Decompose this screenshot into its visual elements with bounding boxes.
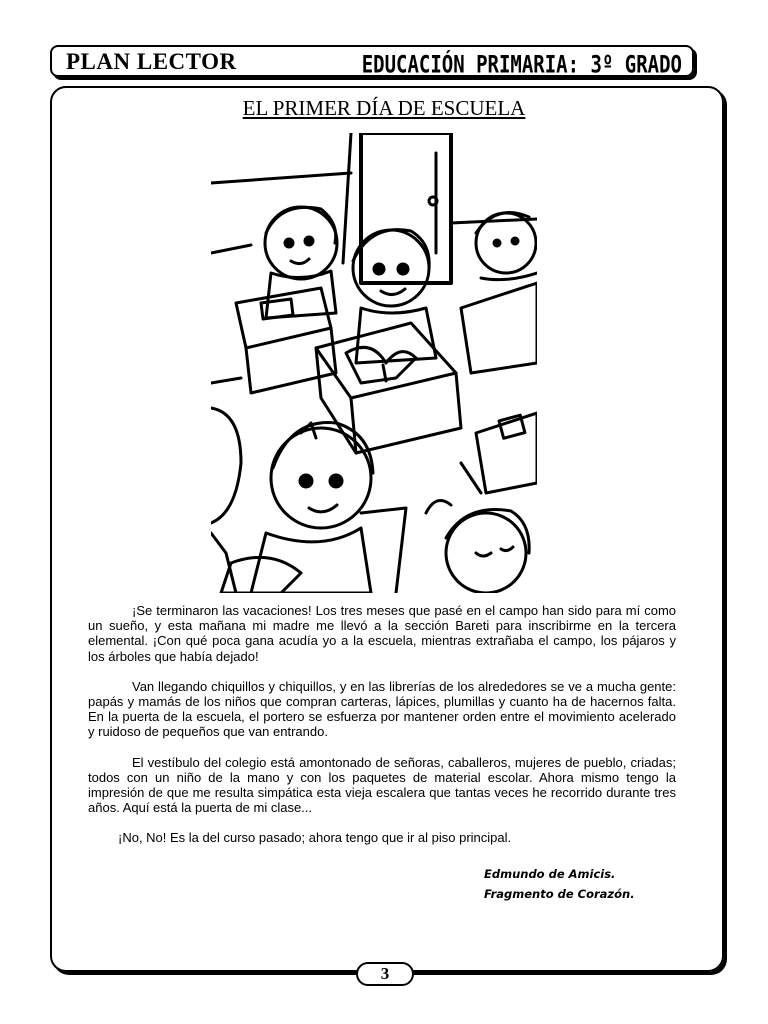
story-paragraph: El vestíbulo del colegio está amontonado de señoras, caballeros, mujeres de pueblo, criadas; todos con un niño de la mano y con los paquetes de material escolar. Ahora mismo tengo la impresión de que me resulta simpática esta vieja escalera que tantas veces he recorrido durante tres años. Aquí está la puerta de mi clase... (88, 754, 676, 816)
author-name: Edmundo de Amicis. (484, 867, 616, 881)
story-paragraph: ¡Se terminaron las vacaciones! Los tres meses que pasé en el campo han sido para mí como un sueño, y esta mañana mi madre me llevó a la sección Bareti para inscribirme en la tercera elemental. ¡Con qué poca gana acudía yo a la escuela, mientras extrañaba el campo, los pájaros y los árboles que había dejado! (88, 603, 676, 664)
plan-lector-label: PLAN LECTOR (66, 49, 237, 74)
story-paragraph: Van llegando chiquillos y chiquillos, y en las librerías de los alrededores se ve a mucha gente: papás y mamás de los niños que compran carteras, lápices, plumillas y cuanto ha de hacernos falta. En la puerta de la escuela, el portero se esfuerza por mantener orden entre el movimiento acelerado y ruidoso de pequeños que van entrando. (88, 678, 676, 740)
story-body (88, 603, 676, 861)
story-attribution (484, 864, 635, 904)
story-title: EL PRIMER DÍA DE ESCUELA (242, 96, 526, 120)
header-banner (50, 45, 694, 77)
page-number: 3 (356, 962, 414, 986)
classroom-illustration (211, 133, 537, 593)
grade-label: EDUCACIÓN PRIMARIA: 3º GRADO (361, 51, 682, 79)
story-source: Fragmento de Corazón. (484, 887, 635, 901)
story-paragraph: ¡No, No! Es la del curso pasado; ahora tengo que ir al piso principal. (118, 830, 512, 846)
classroom-children-icon (211, 133, 537, 593)
